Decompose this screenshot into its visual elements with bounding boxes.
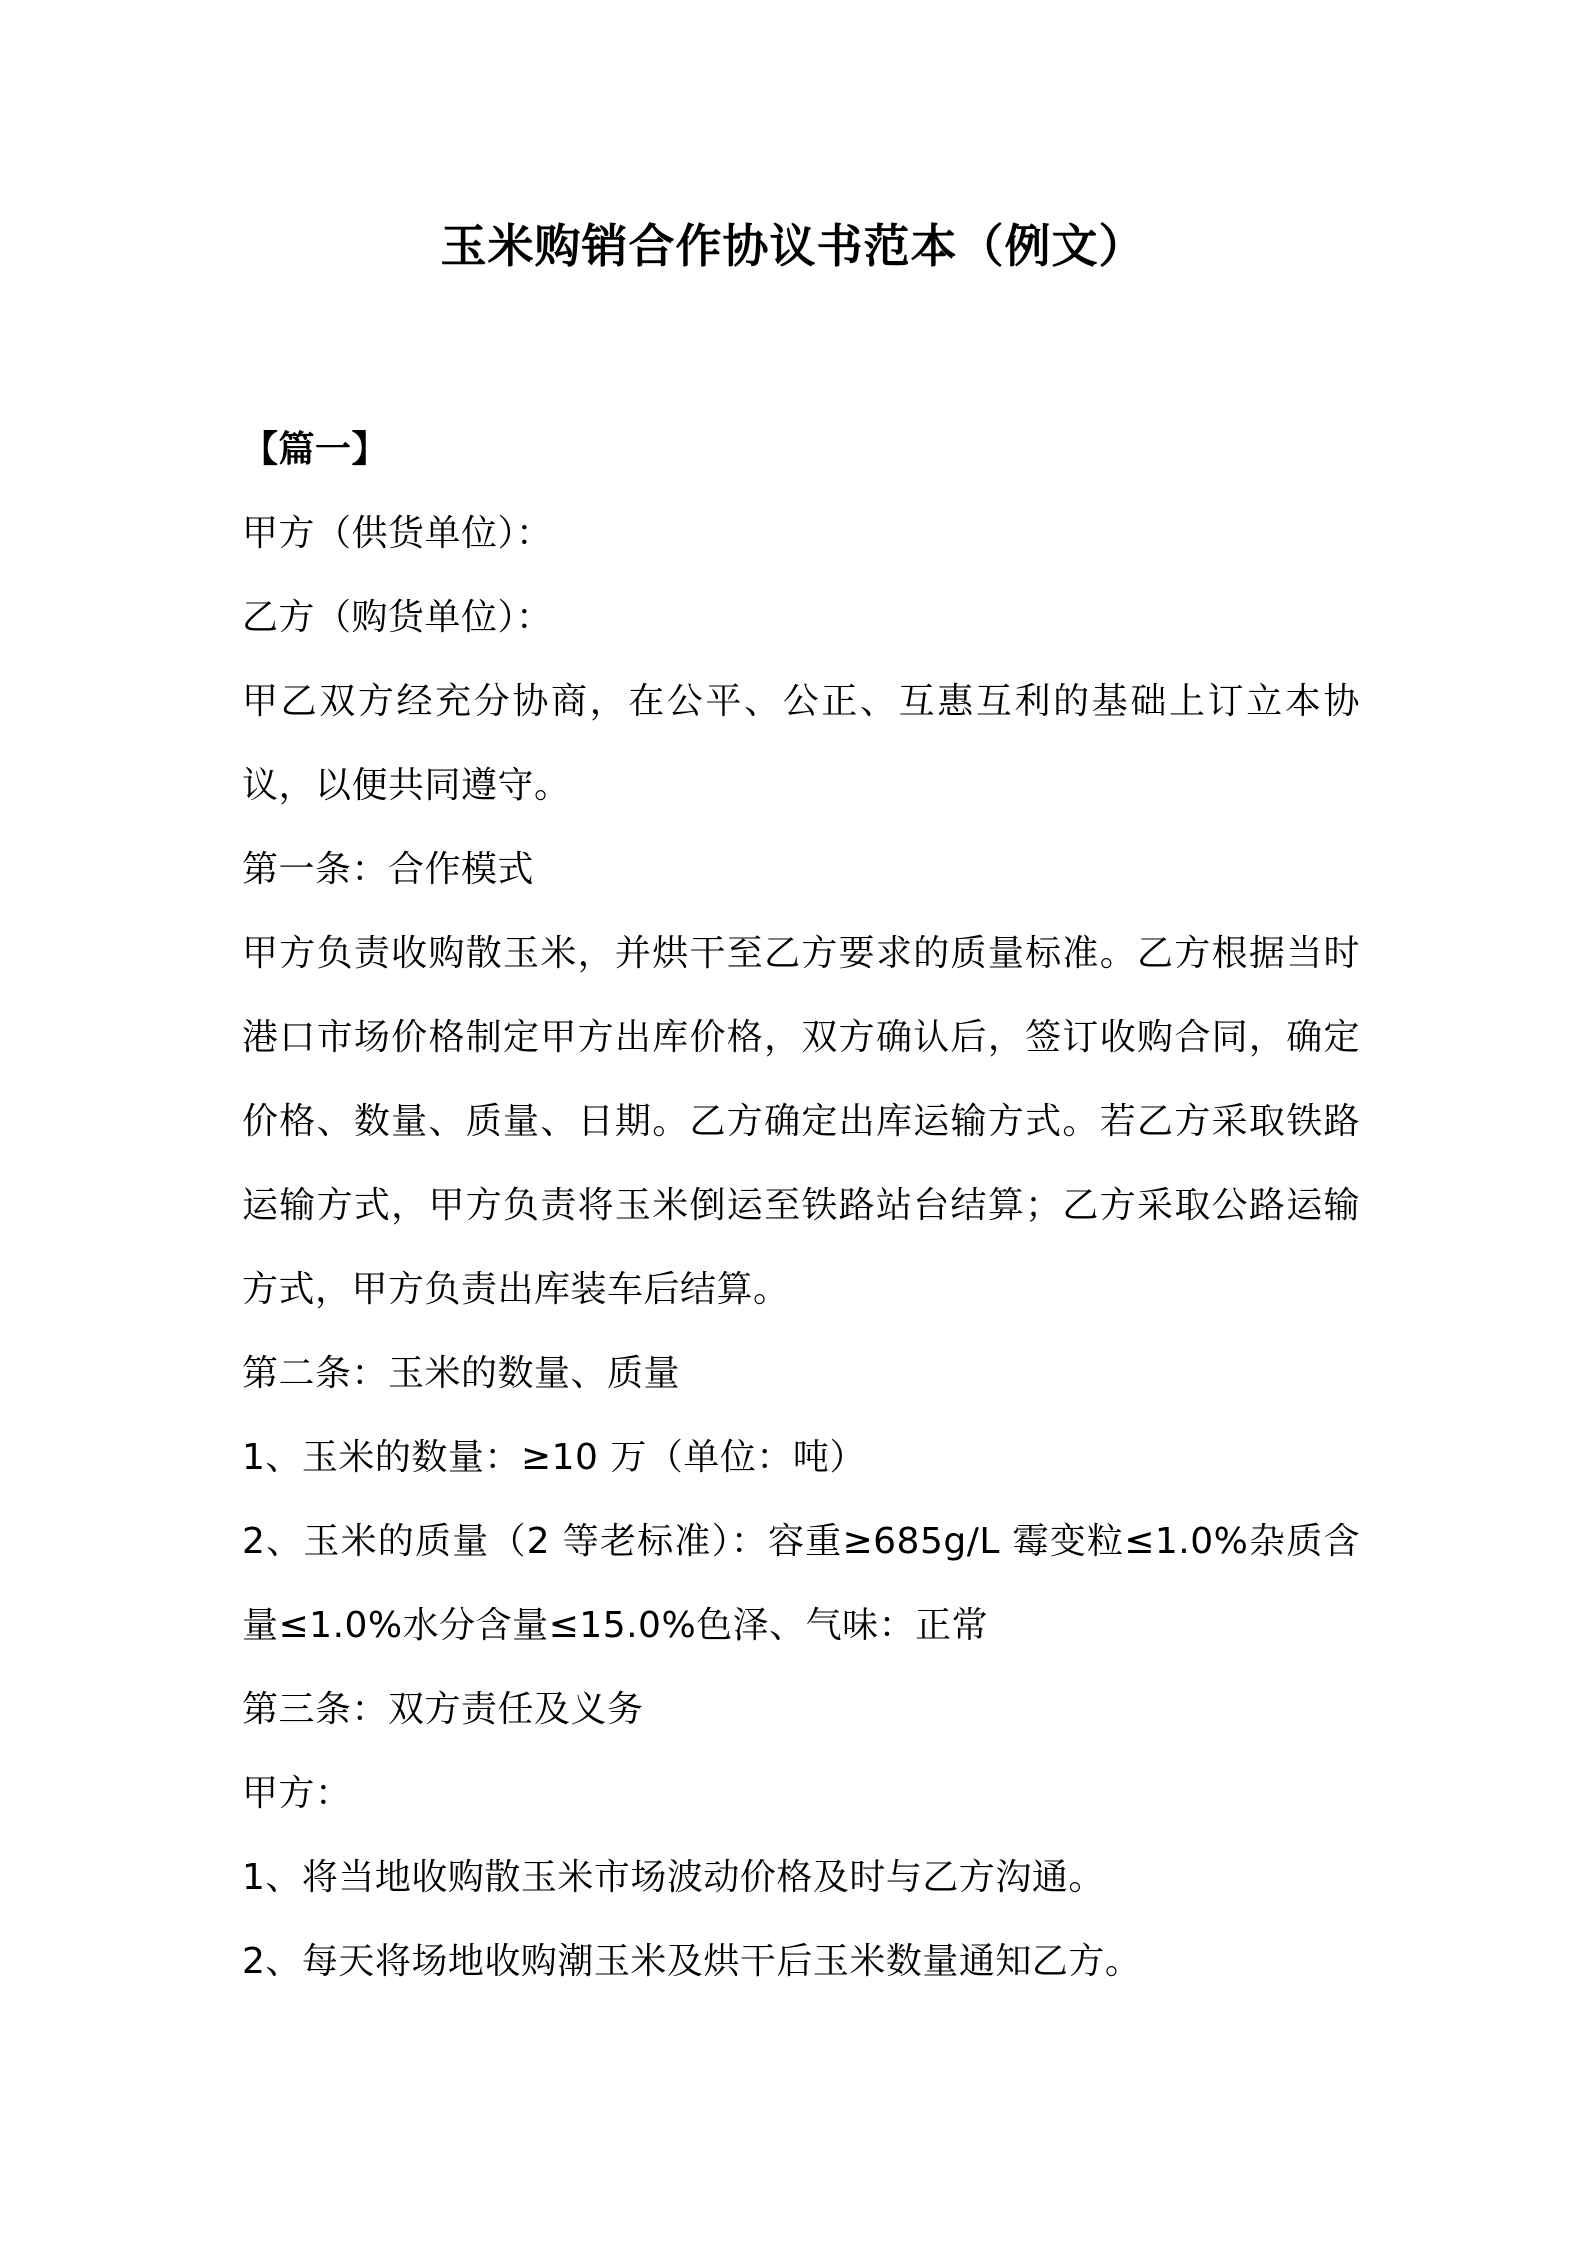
party-a-duties-label: 甲方： [242,1773,352,1814]
section-heading: 【篇一】 [242,429,389,470]
article-2-item-1: 1、玉米的数量：≥10 万（单位：吨） [242,1437,866,1478]
document-body [242,408,1360,2004]
article-2-item-2: 2、玉米的质量（2 等老标准）：容重≥685g/L 霉变粒≤1.0%杂质含量≤1.0%水分含量≤15.0%色泽、气味：正常 [242,1521,1360,1646]
article-1-heading: 第一条：合作模式 [242,849,535,890]
preamble-paragraph: 甲乙双方经充分协商，在公平、公正、互惠互利的基础上订立本协议，以便共同遵守。 [242,681,1360,806]
document-title: 玉米购销合作协议书范本（例文） [440,219,1146,273]
party-b-line: 乙方（购货单位）： [242,597,553,638]
article-3-heading: 第三条：双方责任及义务 [242,1689,644,1730]
article-2-heading: 第二条：玉米的数量、质量 [242,1353,681,1394]
article-1-body: 甲方负责收购散玉米，并烘干至乙方要求的质量标准。乙方根据当时港口市场价格制定甲方出库价格，双方确认后，签订收购合同，确定价格、数量、质量、日期。乙方确定出库运输方式。若乙方采取铁路运输方式，甲方负责将玉米倒运至铁路站台结算；乙方采取公路运输方式，甲方负责出库装车后结算。 [242,933,1360,1310]
party-a-line: 甲方（供货单位）： [242,513,553,554]
party-a-duty-1: 1、将当地收购散玉米市场波动价格及时与乙方沟通。 [242,1857,1105,1898]
party-a-duty-2: 2、每天将场地收购潮玉米及烘干后玉米数量通知乙方。 [242,1941,1142,1982]
